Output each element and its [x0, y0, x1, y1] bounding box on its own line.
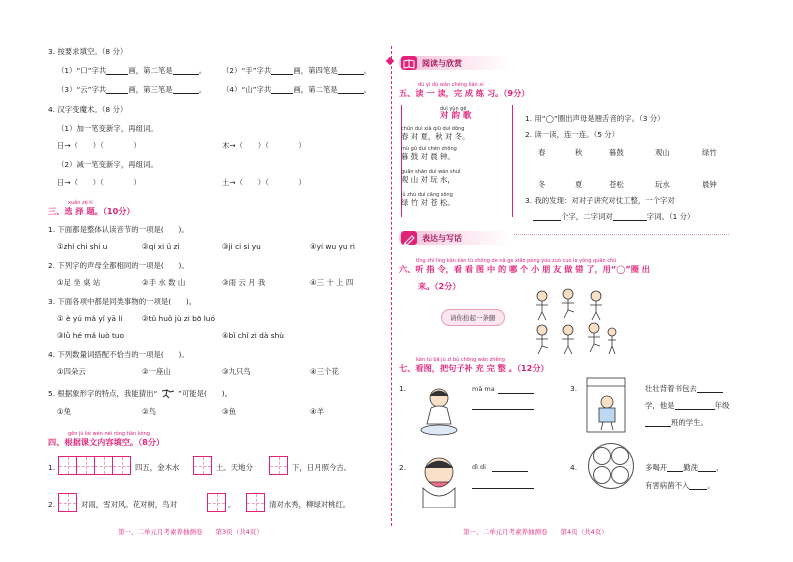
- sec7-item1-num: 1.: [399, 384, 407, 393]
- sec7-item2-num: 2.: [399, 463, 407, 472]
- poem-line4-pinyin: lǜ zhú duì cāng sōng: [401, 192, 453, 198]
- answer-blank[interactable]: [645, 426, 671, 427]
- answer-blank[interactable]: [338, 74, 364, 75]
- match-bottom-2[interactable]: 夏: [575, 180, 583, 189]
- match-bottom-5[interactable]: 晨钟: [702, 180, 717, 189]
- q3-row1: [57, 66, 206, 75]
- sec3-q1-opt1[interactable]: ①zhi chi shi u: [57, 242, 108, 251]
- sec3-q1-opt4[interactable]: ④yi wu yu ri: [310, 242, 355, 251]
- sec3-q2-opt2[interactable]: ②手 水 数 山: [142, 278, 186, 287]
- sec7-item3-text2: 学，他是: [645, 401, 675, 410]
- sec3-q4-opt2[interactable]: ②一座山: [142, 367, 171, 376]
- q3-2-label: （2）“手”字共: [222, 66, 272, 75]
- banner-dotted-rule: [514, 234, 729, 235]
- sec5-pinyin: dú yi dú wán chéng liàn xí: [418, 82, 484, 88]
- answer-blank[interactable]: [498, 393, 534, 394]
- sec4-line1-text-b: 四五，金木水: [135, 463, 180, 472]
- tian-grid-box[interactable]: [58, 456, 77, 475]
- tian-grid-box[interactable]: [246, 493, 265, 512]
- poem-line4: 绿 竹 对 苍 松。: [401, 198, 455, 207]
- boy-eating-watermelon-picture: [409, 452, 469, 508]
- poem-line2-pinyin: mù gǔ duì chén zhōng: [401, 146, 457, 152]
- tian-grid-box[interactable]: [58, 493, 77, 512]
- tian-grid-box[interactable]: [269, 456, 288, 475]
- q4-sub2: （2）减一笔变新字，再组词。: [57, 160, 158, 169]
- sec7-item3-line2: [645, 401, 729, 410]
- answer-blank[interactable]: [271, 93, 293, 94]
- sec6-title-line2: 来。（2分）: [418, 281, 461, 291]
- pencil-icon: [401, 231, 417, 245]
- tian-grid-box[interactable]: [112, 456, 131, 475]
- sec5-q3-text-a: 3. 我的发现：对对子讲究对仗工整，一个字对: [525, 196, 675, 205]
- sec6-title: 六、听 指 令，看 看 图 中 的 哪 个 小 朋 友 做 错 了，用“◯”圈 出: [399, 264, 650, 274]
- sec3-q2-opt4[interactable]: ④三 十 上 四: [310, 278, 354, 287]
- sec3-q2: 2. 下列字的声母全都相同的一项是( )。: [48, 261, 189, 270]
- sec7-item3-text1: 壮壮背着书包去: [645, 384, 697, 393]
- sec4-line2-text-c: 。: [228, 500, 236, 509]
- q3-row2-right: [222, 85, 371, 94]
- sec4-line2-num: 2.: [48, 500, 56, 509]
- match-top-2[interactable]: 秋: [575, 148, 583, 157]
- sec7-item4-num: 4.: [570, 463, 578, 472]
- instruction-bubble: 请你抬起一条腿: [441, 309, 505, 326]
- sec4-line1-text-c: 土。天地分: [216, 463, 253, 472]
- sec7-title: 七、看图，把句子补 充 完 整 。（12分）: [399, 363, 549, 373]
- answer-blank[interactable]: [106, 74, 128, 75]
- reading-banner-label: 阅读与欣赏: [422, 59, 462, 68]
- sec4-line2-text-b: 对雨，雪对风。花对树，鸟对: [81, 500, 178, 509]
- answer-blank[interactable]: [338, 93, 364, 94]
- sec3-q3: 3. 下面各项中都是同类事物的一项是( )。: [48, 297, 197, 306]
- tian-grid-box[interactable]: [94, 456, 113, 475]
- answer-blank[interactable]: [472, 409, 534, 410]
- kid-figure[interactable]: [588, 323, 600, 352]
- match-top-3[interactable]: 暮鼓: [609, 148, 624, 157]
- q3-title: 3. 按要求填空。（8 分）: [48, 47, 128, 56]
- kid-figure[interactable]: [562, 325, 574, 354]
- q4-title: 4. 汉字变魔术。（8 分）: [48, 105, 128, 114]
- page-divider: [391, 46, 392, 526]
- kid-figure[interactable]: [608, 328, 616, 354]
- sec7-item4-text3: ，: [715, 463, 724, 472]
- pictograph-bird-icon: [160, 388, 176, 400]
- sec3-q4-opt4[interactable]: ④三个花: [310, 367, 339, 376]
- answer-blank[interactable]: [472, 488, 534, 489]
- sec3-q4: 4. 下列数量词搭配不恰当的一项是( )。: [48, 350, 189, 359]
- kid-figure[interactable]: [536, 325, 548, 354]
- kid-figure[interactable]: [590, 291, 602, 320]
- answer-blank[interactable]: [697, 392, 723, 393]
- boy-going-to-school-picture: [585, 376, 627, 434]
- sec5-q3-line2: [533, 212, 694, 221]
- sec3-q3-opt3[interactable]: ③lǜ hé mǎ luò tuo: [57, 331, 125, 340]
- sec4-line2-text-d: 清对水秀，柳绿对桃红。: [269, 500, 351, 509]
- poem-title-pinyin: duì yùn gē: [440, 106, 467, 112]
- tian-grid-box[interactable]: [76, 456, 95, 475]
- sec3-q3-opt2[interactable]: ②tǔ huǒ jù zi bō luó: [142, 314, 215, 323]
- q3-3-label: （3）“云”字共: [57, 85, 107, 94]
- q4-sub2-b[interactable]: 土→（ ）（ ）: [222, 178, 306, 187]
- sec3-q4-opt1[interactable]: ①四朵云: [57, 367, 86, 376]
- sec3-q5-opt3[interactable]: ③鱼: [222, 407, 237, 416]
- poem-line1: 春 对 夏，秋 对 冬。: [401, 132, 470, 141]
- answer-blank[interactable]: [533, 220, 561, 221]
- answer-blank[interactable]: [271, 74, 293, 75]
- sec7-item3-num: 3.: [570, 384, 578, 393]
- poem-title: 对 韵 歌: [440, 111, 472, 121]
- poem-line3-pinyin: guān shān duì wán shuǐ: [401, 169, 461, 175]
- answer-blank[interactable]: [106, 93, 128, 94]
- match-top-1[interactable]: 春: [538, 148, 546, 157]
- sec5-q3-text-c: 字词。（1 分）: [646, 212, 695, 221]
- answer-blank[interactable]: [492, 471, 528, 472]
- q3-1-label: （1）“口”字共: [57, 66, 107, 75]
- sec7-item4-text1: 多喝开: [645, 463, 668, 472]
- sec3-q1: 1. 下面都是整体认读音节的一项是( )。: [48, 225, 189, 234]
- sec7-item4-text4: 有害病菌不入: [645, 481, 690, 490]
- divider-diamond: [386, 57, 394, 65]
- sec3-q3-opt4[interactable]: ④bǐ chǐ zi dà shù: [222, 331, 284, 340]
- q4-sub1-b[interactable]: 木→（ ）（ ）: [222, 141, 306, 150]
- match-bottom-3[interactable]: 苍松: [609, 180, 624, 189]
- sec3-q1-opt2[interactable]: ②qi xi ü zi: [142, 242, 180, 251]
- q4-sub1: （1）加一笔变新字，再组词。: [57, 124, 158, 133]
- sec7-item4-text5: 。: [707, 481, 715, 490]
- sec3-q5-opt4[interactable]: ④羊: [310, 407, 325, 416]
- book-icon: [401, 56, 417, 70]
- sec5-q3-line1: [525, 196, 675, 205]
- sec5-q3-text-b: 个字，二字词对: [561, 212, 613, 221]
- sec7-item1-pinyin: mā ma: [472, 385, 495, 393]
- q3-4-label-b: 画，第二笔是: [293, 85, 338, 94]
- sec3-q5: [48, 388, 232, 400]
- sec7-item4-line1: [645, 463, 723, 472]
- q3-3-label-b: 画，第三笔是: [128, 85, 173, 94]
- answer-blank[interactable]: [675, 409, 715, 410]
- answer-blank[interactable]: [698, 471, 716, 472]
- sec7-item2-pinyin: dì di: [472, 463, 486, 471]
- sec6-pinyin: tīng zhǐ lìng kàn kàn tú zhōng de nǎ ge xiǎo péng you zuò cuò le yòng quān chū: [416, 258, 617, 264]
- poem-line2: 暮 鼓 对 晨 钟。: [401, 152, 455, 161]
- q3-row1-right: [222, 66, 371, 75]
- q3-4-end: 。: [363, 85, 372, 94]
- kid-figure[interactable]: [562, 289, 574, 318]
- match-top-5[interactable]: 绿竹: [702, 148, 717, 157]
- sec3-q1-opt3[interactable]: ③ji ci si yu: [222, 242, 261, 251]
- sec3-q5-opt2[interactable]: ②鸟: [142, 407, 157, 416]
- answer-blank[interactable]: [689, 489, 707, 490]
- answer-blank[interactable]: [173, 74, 199, 75]
- q3-3-end: 。: [198, 85, 207, 94]
- answer-blank[interactable]: [613, 220, 647, 221]
- sec7-item3-text4: 班的学生。: [671, 418, 708, 427]
- sec4-line1-text-d: 下，日月照今古。: [292, 463, 352, 472]
- sec3-q2-opt1[interactable]: ①足 坐 桌 站: [57, 278, 101, 287]
- sec3-pinyin: xuǎn zé tí: [68, 200, 93, 206]
- answer-blank[interactable]: [667, 471, 683, 472]
- q3-row2: [57, 85, 206, 94]
- answer-blank[interactable]: [173, 93, 199, 94]
- sec7-pinyin: kàn tú bǎ jù zi bǔ chōng wán zhěng: [416, 357, 505, 363]
- sec7-item4-line2: [645, 481, 715, 490]
- match-top-4[interactable]: 观山: [655, 148, 670, 157]
- q4-sub1-a[interactable]: 日→（ ）（ ）: [57, 141, 141, 150]
- kids-illustration: [528, 288, 618, 358]
- q3-2-label-b: 画，第四笔是: [293, 66, 338, 75]
- match-bottom-1[interactable]: 冬: [538, 180, 546, 189]
- poem-line1-pinyin: chūn duì xià qiū duì dōng: [401, 126, 465, 132]
- q3-1-label-b: 画，第二笔是: [128, 66, 173, 75]
- q4-sub2-a[interactable]: 日→（ ）（ ）: [57, 178, 141, 187]
- tian-grid-box[interactable]: [207, 493, 226, 512]
- mom-washing-feet-picture: [409, 384, 469, 440]
- sec7-item3-line1: [645, 384, 723, 393]
- sec5-q2: 2. 读一读，连一连。（5 分）: [525, 130, 620, 139]
- sec7-item4-text2: 勤洗: [683, 463, 698, 472]
- poem-line3: 观 山 对 玩 水，: [401, 175, 455, 184]
- q3-1-end: 。: [198, 66, 207, 75]
- sec4-line1-num: 1.: [48, 463, 56, 472]
- sec3-q5-opt1[interactable]: ①兔: [57, 407, 72, 416]
- sec3-q5-text-a: 5. 根据象形字的特点，我能猜出“: [48, 389, 158, 398]
- left-footer: 第一、二单元月考素养抽测卷 第3页（共4页）: [118, 528, 263, 536]
- sec3-q4-opt3[interactable]: ③九只鸟: [222, 367, 251, 376]
- q3-2-end: 。: [363, 66, 372, 75]
- sec3-title: 三、选 择 题。（10分）: [48, 206, 135, 216]
- sec4-title: 四、根据课文内容填空。（8分）: [48, 437, 165, 447]
- sec3-q3-opt1[interactable]: ① è yú mǎ yǐ yā lí: [57, 314, 123, 323]
- tian-grid-box[interactable]: [193, 456, 212, 475]
- sec5-title: 五、读 一 读，完 成 练 习。（9分）: [399, 88, 530, 98]
- writing-banner-label: 表达与写话: [422, 234, 462, 243]
- sec3-q2-opt3[interactable]: ③雨 云 月 我: [222, 278, 266, 287]
- right-footer: 第一、二单元月考素养抽测卷 第4页（共4页）: [463, 528, 608, 536]
- sec4-pinyin: gēn jù kè wén nèi róng tián kòng: [68, 431, 150, 437]
- q3-4-label: （4）“山”字共: [222, 85, 272, 94]
- sec7-item3-text3: 年级: [714, 401, 730, 410]
- sec5-q1: 1. 用“◯”圈出声母是翘舌音的字。（3 分）: [525, 114, 665, 123]
- health-habits-picture: [588, 443, 634, 489]
- sec3-q5-text-b: ”可能是( )。: [178, 389, 232, 398]
- match-bottom-4[interactable]: 玩水: [655, 180, 670, 189]
- kid-figure[interactable]: [536, 291, 548, 320]
- sec7-item3-line3: [645, 418, 708, 427]
